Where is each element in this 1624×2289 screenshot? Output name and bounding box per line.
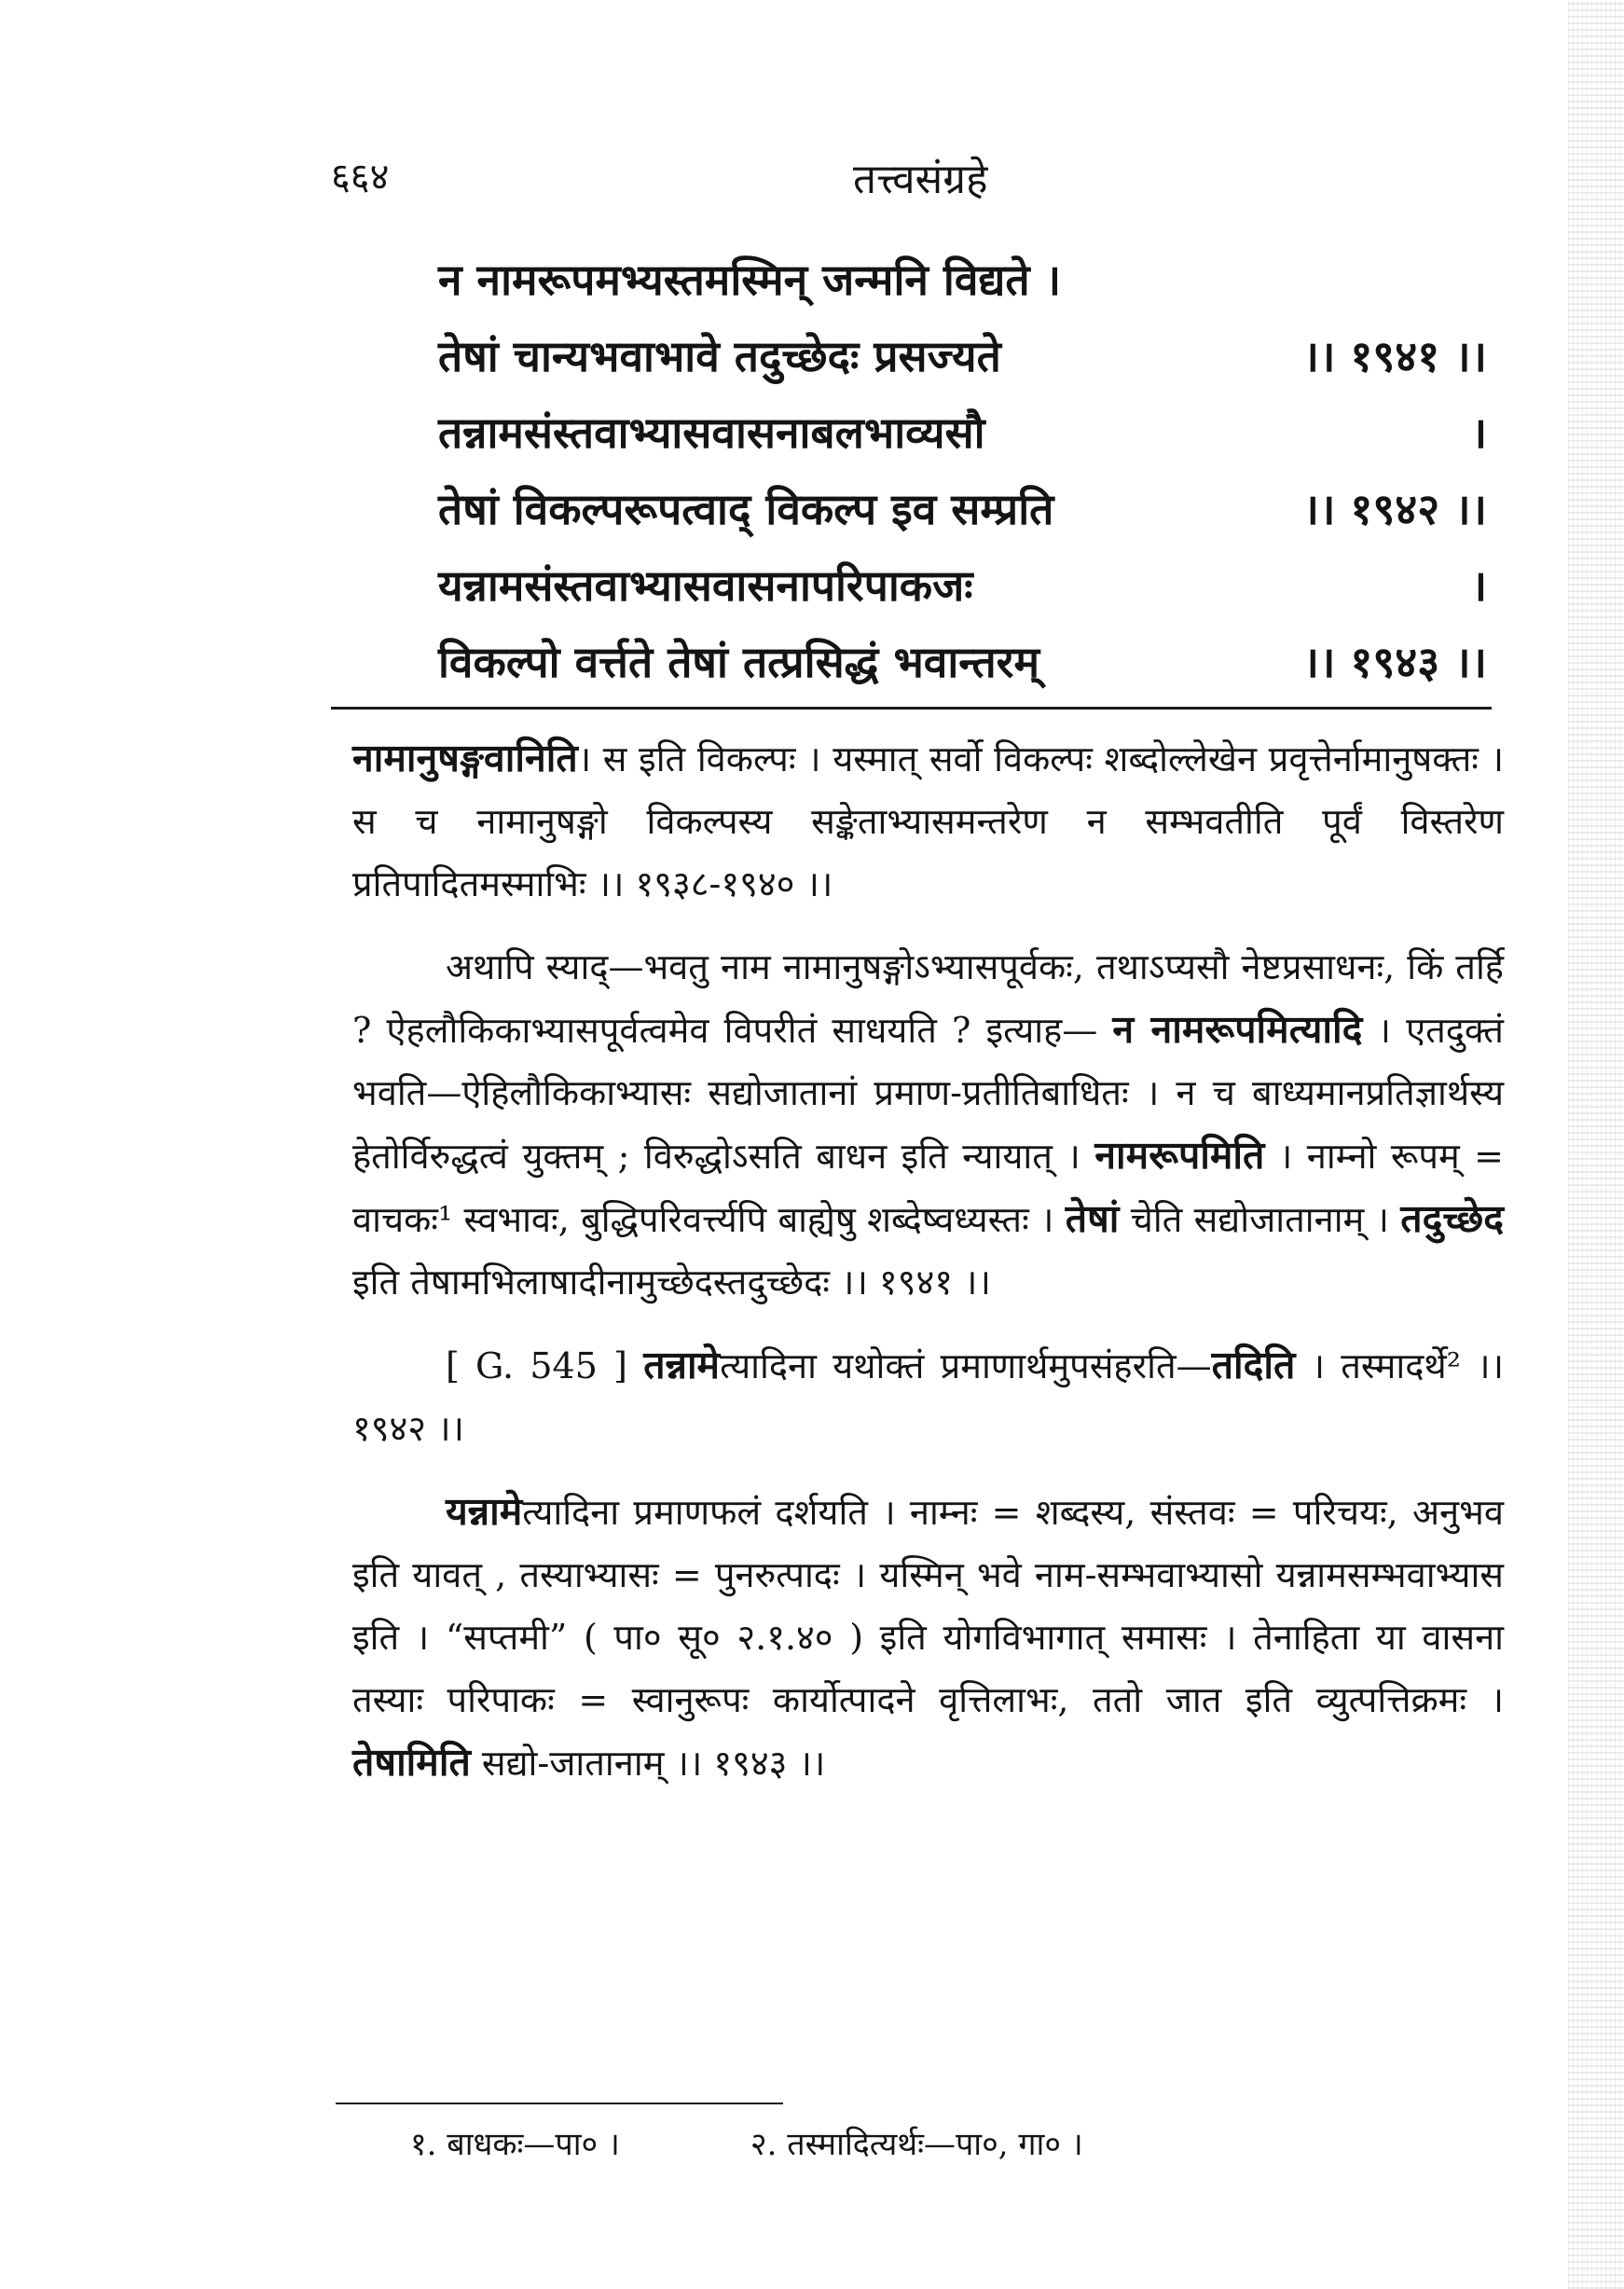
lemma: यन्नामे: [446, 1489, 523, 1534]
verse-text: न नामरूपमभ्यस्तमस्मिन् जन्मनि विद्यते ।: [438, 255, 1062, 305]
lemma: तेषां: [1065, 1196, 1120, 1241]
commentary-text: त्यादिना यथोक्तं प्रमाणार्थमुपसंहरति—: [720, 1345, 1212, 1386]
commentary-text: । स इति विकल्पः । यस्मात् सर्वो विकल्पः शब्दोल्लेखेन प्रवृत्तेर्नामानुषक्तः । स च नामानुषङ्गो विकल्पस्य सङ्केताभ्यासमन्तरेण न सम्भवतीति पूर्वं विस्तरेण प्रतिपादितमस्माभिः ।। १९३८-१९४० ।।: [352, 738, 1504, 904]
verse-number: ।। १९४३ ।।: [1302, 637, 1487, 687]
verse-text: तेषां चान्यभवाभावे तदुच्छेदः प्रसज्यते: [438, 331, 1001, 381]
verse-line: [438, 556, 1487, 632]
verse-line: [438, 403, 1487, 479]
commentary-text: सद्यो-जातानाम् ।। १९४३ ।।: [481, 1743, 826, 1784]
scan-edge-artifact: [1568, 0, 1624, 2289]
commentary-text: चेति सद्योजातानाम् ।: [1130, 1199, 1389, 1240]
commentary: [352, 727, 1504, 1815]
lemma: तदिति: [1211, 1343, 1296, 1387]
verse-number: ।: [1470, 407, 1487, 458]
footnote-divider: [336, 2103, 783, 2104]
lemma: तेषामिति: [352, 1740, 471, 1785]
commentary-paragraph: [352, 727, 1504, 916]
verse-line: [438, 479, 1487, 556]
verse-number: ।: [1470, 560, 1487, 611]
footnotes: [410, 2121, 1436, 2164]
running-title: तत्त्वसंग्रहे: [853, 156, 988, 203]
verse-text: विकल्पो वर्त्तते तेषां तत्प्रसिद्धं भवान्तरम्: [438, 637, 1039, 687]
verse-block: [438, 250, 1487, 709]
page-reference: [ G. 545 ]: [446, 1345, 627, 1386]
verse-line: [438, 326, 1487, 403]
footnote: २. तस्मादित्यर्थः—पा०, गा० ।: [750, 2126, 1083, 2163]
verse-text: यन्नामसंस्तवाभ्यासवासनापरिपाकजः: [438, 560, 973, 611]
verse-text: तन्नामसंस्तवाभ्यासवासनाबलभाव्यसौ: [438, 407, 985, 458]
commentary-text: इति तेषामभिलाषादीनामुच्छेदस्तदुच्छेदः ।। १९४१ ।।: [352, 1262, 991, 1303]
lemma: नामानुषङ्गवानिति: [352, 736, 578, 780]
lemma: नामरूपमिति: [1094, 1133, 1265, 1178]
commentary-paragraph: [352, 936, 1504, 1314]
page-header: [331, 149, 1487, 214]
commentary-text: त्यादिना प्रमाणफलं दर्शयति । नाम्नः = शब्दस्य, संस्तवः = परिचयः, अनुभव इति यावत् , तस्याभ्यासः = पुनरुत्पादः । यस्मिन् भवे नाम-सम्भवाभ्यासो यन्नामसम्भवाभ्यास इति । “सप्तमी” ( पा० सू० २.१.४० ) इति योगविभागात् समासः । तेनाहिता या वासना तस्याः परिपाकः = स्वानुरूपः कार्योत्पादने वृत्तिलाभः, ततो जात इति व्युत्पत्तिक्रमः ।: [352, 1492, 1504, 1720]
commentary-paragraph: [352, 1334, 1504, 1460]
verse-line: [438, 632, 1487, 709]
lemma: तन्नामे: [643, 1343, 721, 1387]
lemma: न नामरूपमित्यादि: [1112, 1007, 1363, 1052]
commentary-paragraph: [352, 1481, 1504, 1795]
commentary-text: अथापि स्याद्—भवतु नाम नामानुषङ्गोऽभ्यासपूर्वकः, तथाऽप्यसौ नेष्टप्रसाधनः, किं तर्हि ? ऐहलौकिकाभ्यासपूर्वत्वमेव विपरीतं साधयति ? इत्याह—: [352, 946, 1504, 1051]
commentary-text: । तस्मादर्थे² ।। १९४२ ।।: [352, 1345, 1504, 1449]
verse-divider: [331, 707, 1492, 710]
verse-number: ।। १९४१ ।।: [1302, 331, 1487, 381]
verse-line: [438, 250, 1487, 326]
verse-number: ।। १९४२ ।।: [1302, 484, 1487, 534]
footnote: १. बाधकः—पा० ।: [410, 2126, 620, 2163]
commentary-text: । नाम्नो रूपम् = वाचकः¹ स्वभावः, बुद्धिपरिवर्त्त्यपि बाह्येषु शब्देष्वध्यस्तः ।: [352, 1136, 1504, 1240]
page-number: ६६४: [331, 156, 390, 199]
commentary-text: । एतदुक्तं भवति—ऐहिलौकिकाभ्यासः सद्योजातानां प्रमाण-प्रतीतिबाधितः । न च बाध्यमानप्रतिज्ञार्थस्य हेतोर्विरुद्धत्वं युक्तम् ; विरुद्धोऽसति बाधन इति न्यायात् ।: [352, 1010, 1504, 1177]
verse-text: तेषां विकल्परूपत्वाद् विकल्प इव सम्प्रति: [438, 484, 1054, 534]
lemma: तदुच्छेद: [1400, 1196, 1504, 1241]
